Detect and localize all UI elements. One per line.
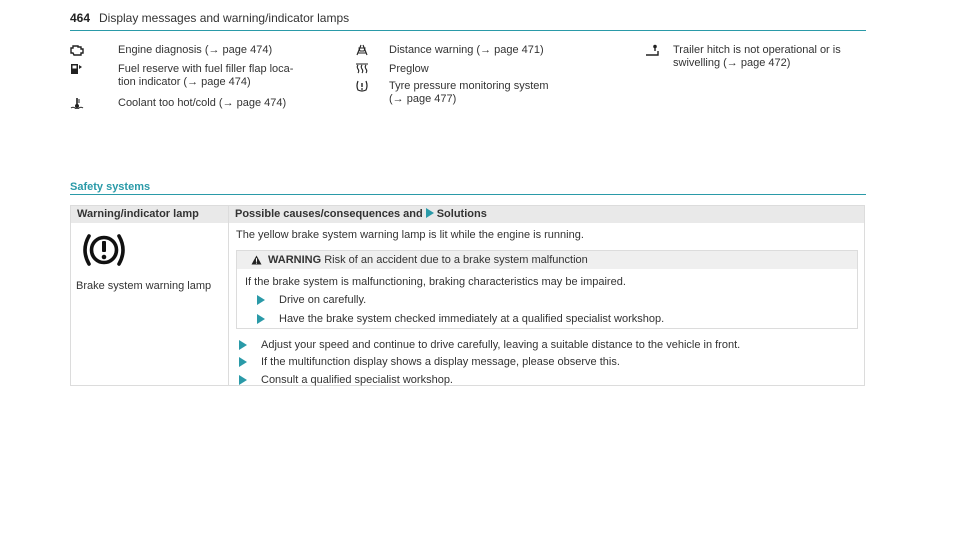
- page-number: 464: [70, 11, 91, 25]
- solution-arrow-icon: [239, 357, 247, 367]
- warning-triangle-icon: [251, 255, 262, 265]
- lamp-description: The yellow brake system warning lamp is lit while the engine is running.: [236, 229, 584, 241]
- symbol-text: Fuel reserve with fuel filler flap loca-: [118, 63, 294, 75]
- symbol-text: Coolant too hot/cold (→ page 474): [118, 97, 287, 109]
- step-arrow-icon: [257, 314, 265, 324]
- section-title: Safety systems: [70, 181, 151, 193]
- symbol-entry-trailer-hitch: [645, 44, 860, 72]
- solution-arrow-icon: [239, 340, 247, 350]
- warning-body: If the brake system is malfunctioning, braking characteristics may be impaired.: [245, 276, 626, 288]
- symbol-text: Trailer hitch is not operational or is: [673, 44, 841, 56]
- page-header: [70, 8, 866, 31]
- symbol-entry-distance-warning: [355, 44, 595, 58]
- coolant-temperature-icon: [70, 97, 84, 109]
- page-header-title: Display messages and warning/indicator lamps: [99, 11, 350, 25]
- symbol-text: Distance warning (→ page 471): [389, 44, 544, 56]
- symbol-entry-fuel-reserve: [70, 63, 310, 91]
- preglow-icon: [355, 63, 369, 75]
- warning-title: [268, 254, 588, 266]
- table-header-causes: Possible causes/consequences and: [235, 208, 423, 220]
- engine-diagnosis-icon: [70, 44, 84, 56]
- solution-arrow-icon: [426, 208, 434, 218]
- safety-systems-table: [70, 205, 865, 386]
- warning-text: Risk of an accident due to a brake system malfunction: [324, 254, 588, 266]
- symbol-entry-engine-diagnosis: [70, 44, 300, 58]
- fuel-reserve-icon: [70, 63, 84, 75]
- column-divider: [228, 206, 229, 385]
- solution-text: Adjust your speed and continue to drive carefully, leaving a suitable distance to the vehicle in front.: [261, 339, 741, 351]
- step-arrow-icon: [257, 295, 265, 305]
- symbol-entry-tyre-pressure: [355, 80, 595, 108]
- warning-label: WARNING: [268, 254, 322, 266]
- symbol-text: Tyre pressure monitoring system: [389, 80, 549, 92]
- solution-text: Consult a qualified specialist workshop.: [261, 374, 453, 386]
- warning-step-text: Drive on carefully.: [279, 294, 367, 306]
- symbol-text: Engine diagnosis (→ page 474): [118, 44, 273, 56]
- tyre-pressure-icon: [355, 80, 369, 92]
- section-divider: [70, 194, 866, 195]
- solution-text: If the multifunction display shows a display message, please observe this.: [261, 356, 620, 368]
- symbol-text: Preglow: [389, 63, 429, 75]
- brake-warning-lamp-icon: [76, 227, 132, 273]
- solution-arrow-icon: [239, 375, 247, 385]
- lamp-label: Brake system warning lamp: [76, 280, 212, 292]
- symbol-text: tion indicator (→ page 474): [118, 76, 251, 88]
- symbol-entry-coolant: [70, 97, 310, 111]
- warning-step-text: Have the brake system checked immediately at a qualified specialist workshop.: [279, 313, 665, 325]
- trailer-hitch-icon: [645, 44, 659, 56]
- distance-warning-icon: [355, 44, 369, 56]
- table-header-solutions: [229, 206, 864, 223]
- table-header-lamp: Warning/indicator lamp: [71, 206, 228, 223]
- table-header-solutions-label: Solutions: [436, 208, 487, 220]
- symbol-text: swivelling (→ page 472): [673, 57, 791, 69]
- symbol-entry-preglow: [355, 63, 595, 77]
- warning-header: [237, 251, 857, 269]
- warning-box: [236, 250, 858, 329]
- symbol-text: (→ page 477): [389, 93, 457, 105]
